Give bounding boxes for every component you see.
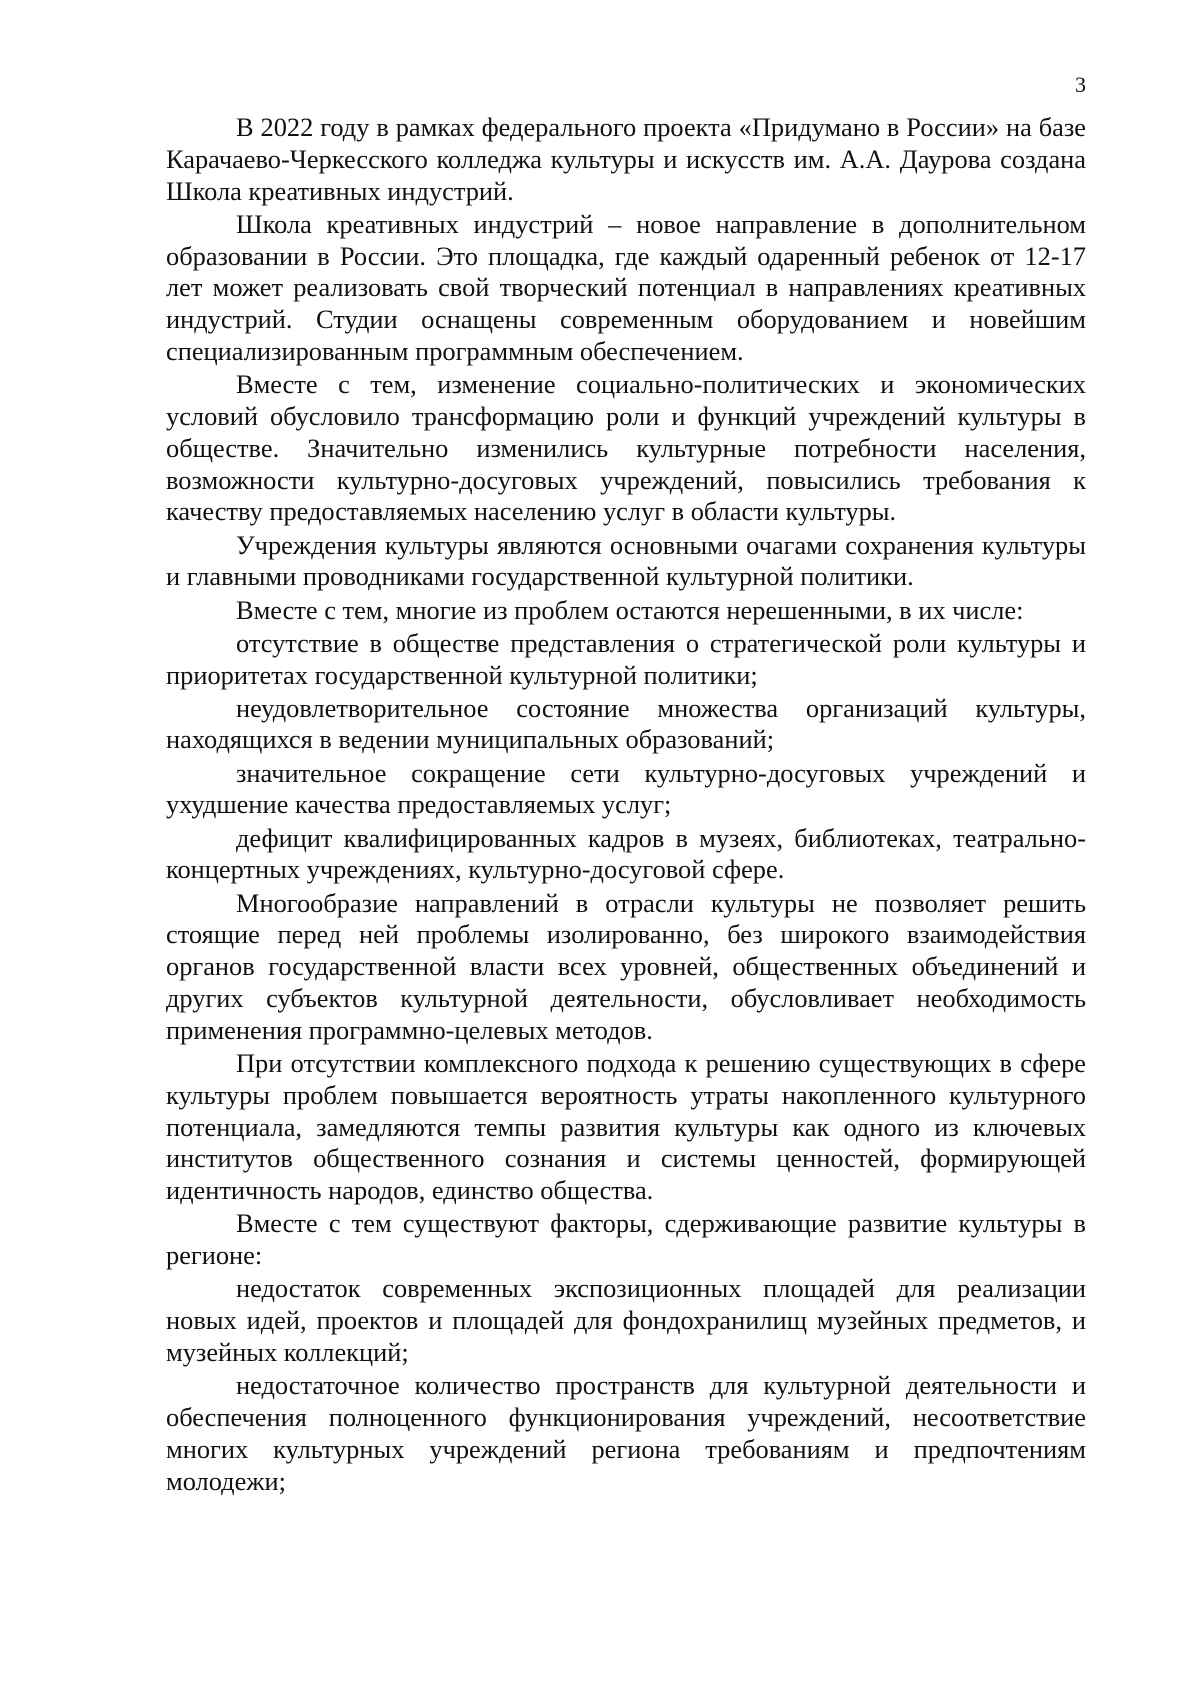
page-number: 3 xyxy=(1075,72,1086,97)
paragraph-complex-approach: При отсутствии комплексного подхода к решению существующих в сфере культуры проблем повышается вероятность утраты накопленного культурного потенциала, замедляются темпы развития культуры как одного из ключевых институтов общественного сознания и системы ценностей, формирующей идентичность народов, единство общества. xyxy=(166,1048,1086,1206)
list-item-problem-1: отсутствие в обществе представления о стратегической роли культуры и приоритетах государственной культурной политики; xyxy=(166,627,1086,690)
paragraph-problems-intro: Вместе с тем, многие из проблем остаются нерешенными, в их числе: xyxy=(236,594,1024,625)
paragraph-school-creation: В 2022 году в рамках федерального проекта «Придумано в России» на базе Карачаево-Черкесского колледжа культуры и искусств им. А.А. Даурова создана Школа креативных индустрий. xyxy=(166,112,1086,206)
list-item-problem-4: дефицит квалифицированных кадров в музеях, библиотеках, театрально-концертных учреждениях, культурно-досуговой сфере. xyxy=(166,822,1086,885)
paragraph-school-description: Школа креативных индустрий – новое направление в дополнительном образовании в России. Это площадка, где каждый одаренный ребенок от 12-17 лет может реализовать свой творческий потенциал в направлениях креативных индустрий. Студии оснащены современным оборудованием и новейшим специализированным программным обеспечением. xyxy=(166,208,1086,366)
paragraph-institutions-role: Учреждения культуры являются основными очагами сохранения культуры и главными проводниками государственной культурной политики. xyxy=(166,529,1086,592)
list-item-problem-3: значительное сокращение сети культурно-досуговых учреждений и ухудшение качества предоставляемых услуг; xyxy=(166,757,1086,820)
list-item-problem-2: неудовлетворительное состояние множества организаций культуры, находящихся в ведении муниципальных образований; xyxy=(166,692,1086,755)
paragraph-directions-diversity: Многообразие направлений в отрасли культуры не позволяет решить стоящие перед ней проблемы изолированно, без широкого взаимодействия органов государственной власти всех уровней, общественных объединений и других субъектов культурной деятельности, обусловливает необходимость применения программно-целевых методов. xyxy=(166,887,1086,1045)
paragraph-factors-intro: Вместе с тем существуют факторы, сдерживающие развитие культуры в регионе: xyxy=(166,1208,1086,1271)
list-item-factor-2: недостаточное количество пространств для культурной деятельности и обеспечения полноценного функционирования учреждений, несоответствие многих культурных учреждений региона требованиям и предпочтениям молодежи; xyxy=(166,1370,1086,1496)
paragraph-conditions-change: Вместе с тем, изменение социально-политических и экономических условий обусловило трансформацию роли и функций учреждений культуры в обществе. Значительно изменились культурные потребности населения, возможности культурно-досуговых учреждений, повысились требования к качеству предоставляемых населению услуг в области культуры. xyxy=(166,369,1086,527)
document-body xyxy=(166,112,1086,1499)
list-item-factor-1: недостаток современных экспозиционных площадей для реализации новых идей, проектов и площадей для фондохранилищ музейных предметов, и музейных коллекций; xyxy=(166,1273,1086,1367)
